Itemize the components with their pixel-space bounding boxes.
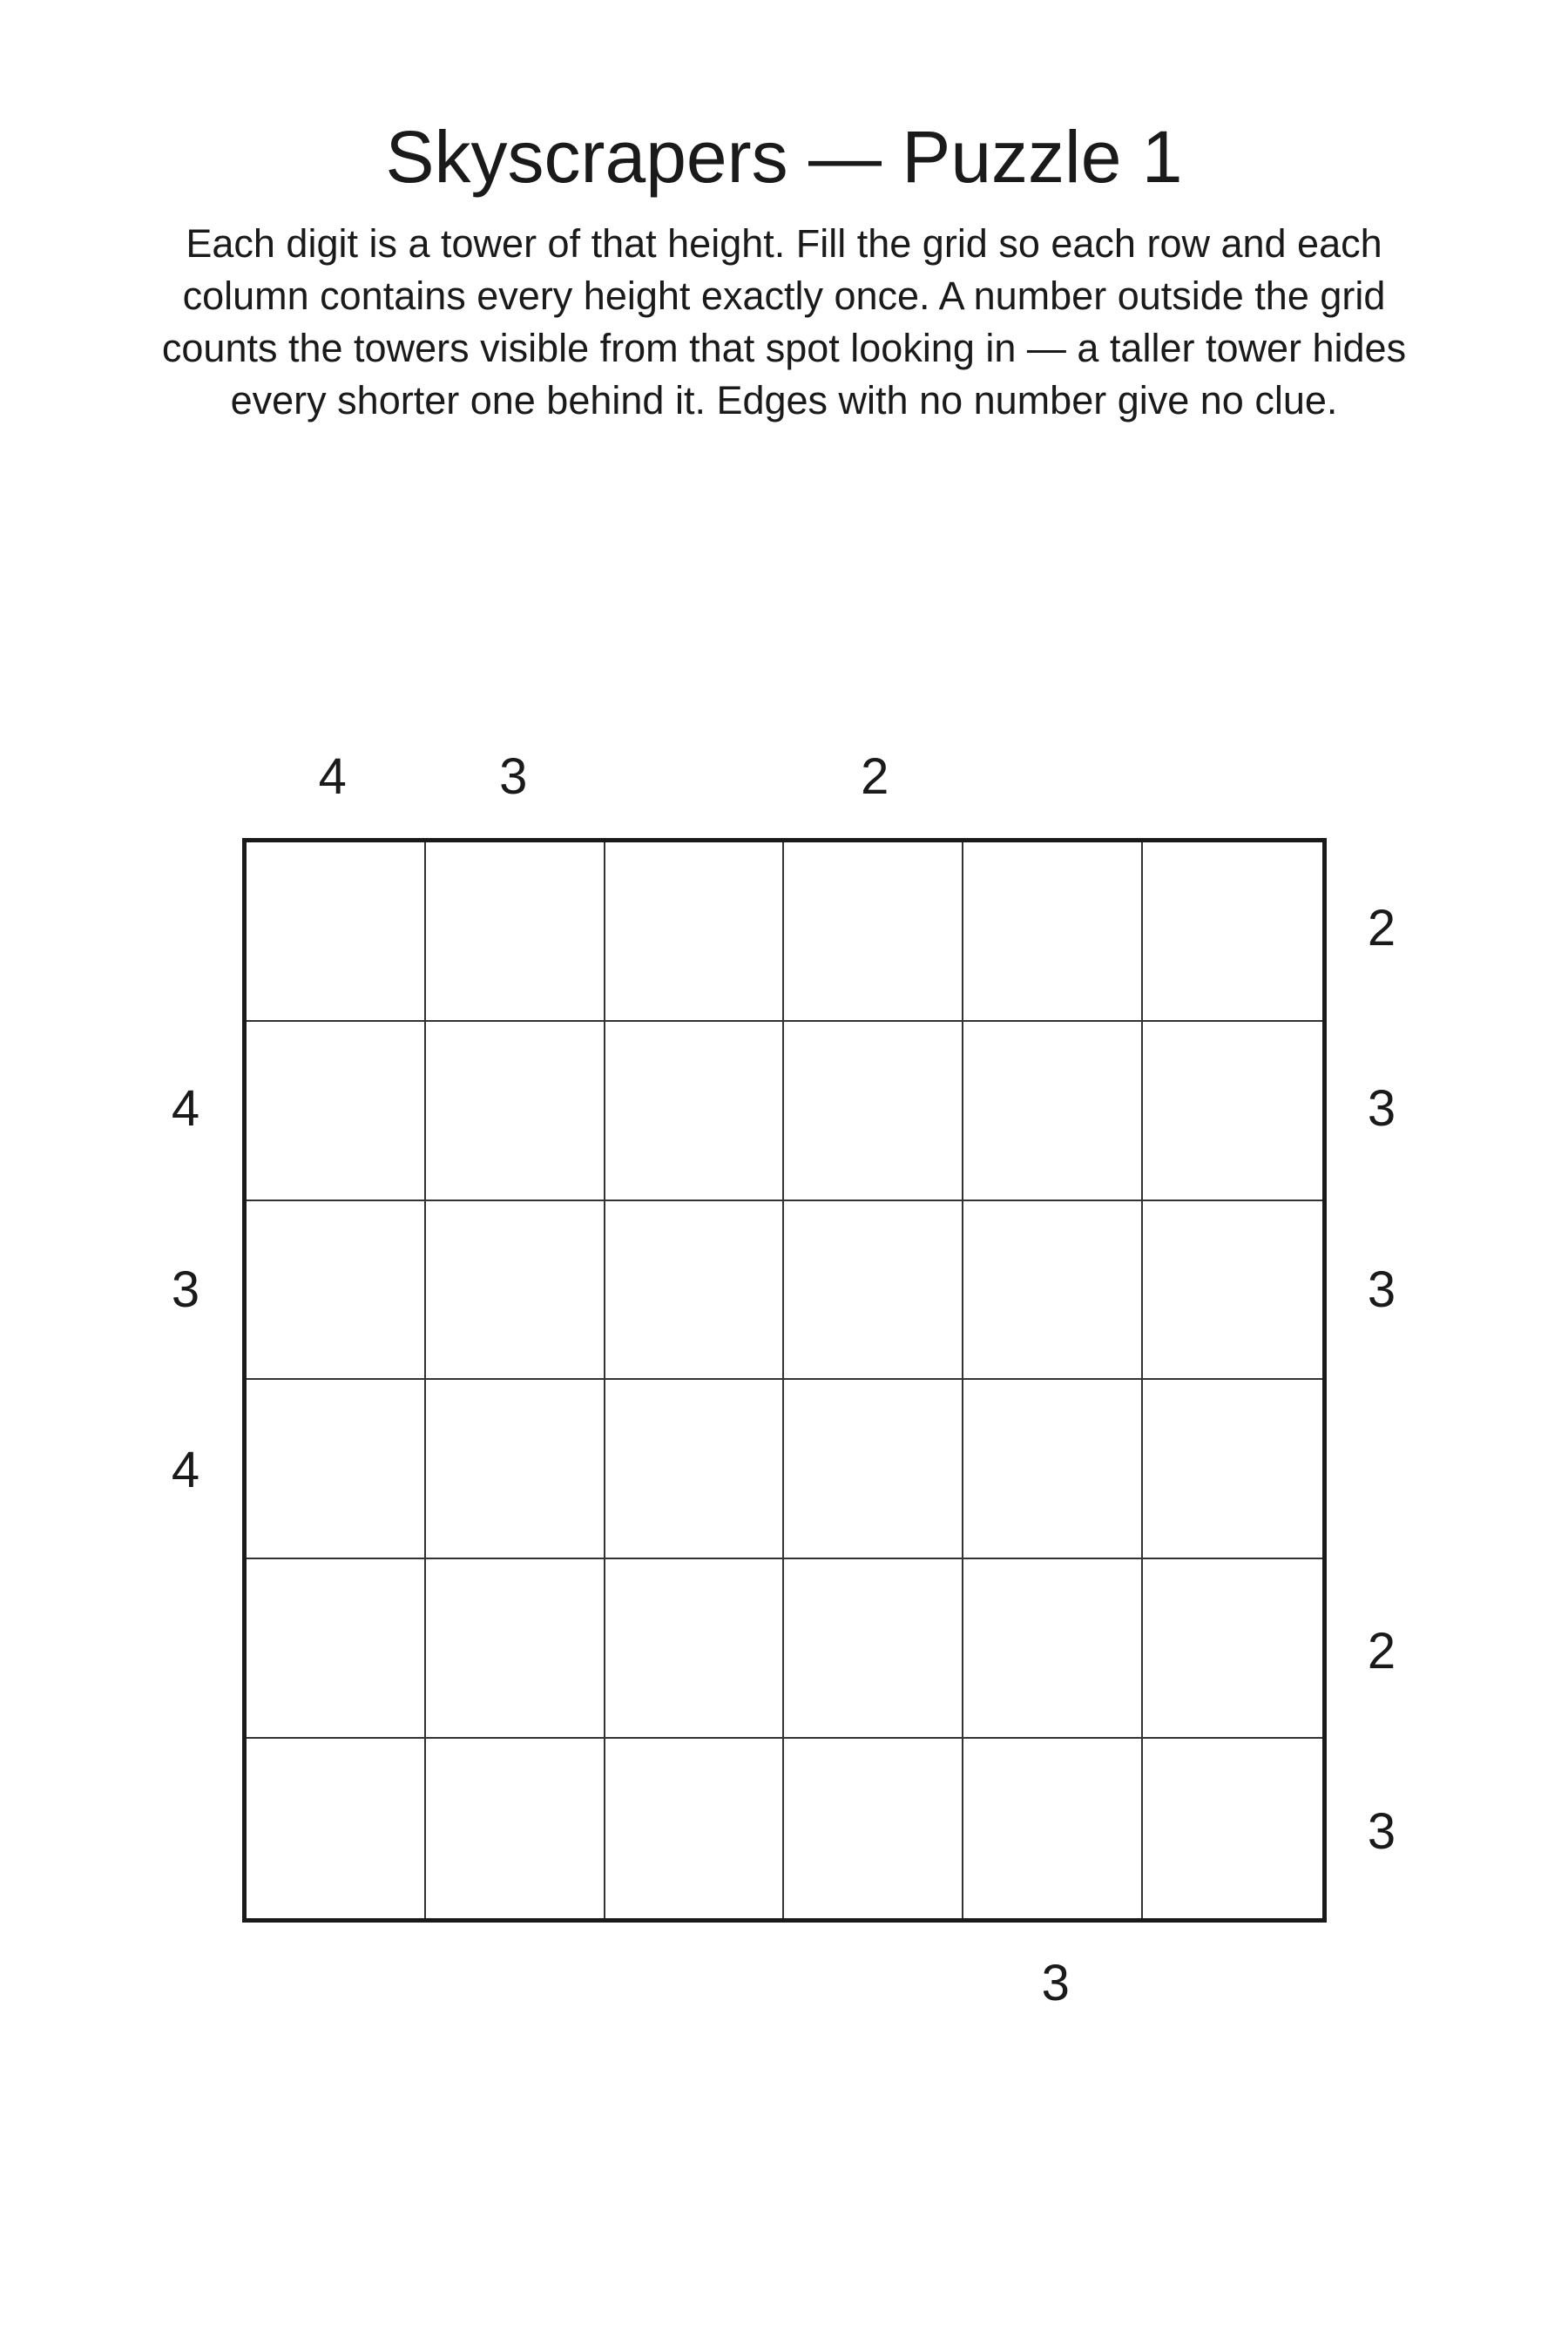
grid-cell-r3-c5[interactable] — [963, 1201, 1143, 1381]
grid-cell-r4-c1[interactable] — [247, 1380, 426, 1559]
grid-cell-r4-c6[interactable] — [1143, 1380, 1322, 1559]
clue-left-3: 3 — [171, 1260, 200, 1318]
grid-cell-r5-c5[interactable] — [963, 1559, 1143, 1739]
grid-cell-r6-c5[interactable] — [963, 1739, 1143, 1918]
grid-cell-r6-c6[interactable] — [1143, 1739, 1322, 1918]
grid-cell-r2-c5[interactable] — [963, 1022, 1143, 1201]
grid-cell-r5-c4[interactable] — [784, 1559, 963, 1739]
grid-cell-r4-c4[interactable] — [784, 1380, 963, 1559]
grid-cell-r3-c1[interactable] — [247, 1201, 426, 1381]
grid-cell-r6-c3[interactable] — [605, 1739, 785, 1918]
grid-cell-r6-c2[interactable] — [426, 1739, 605, 1918]
grid-cell-r3-c2[interactable] — [426, 1201, 605, 1381]
clue-bottom-5: 3 — [1041, 1955, 1070, 2011]
grid-cell-r1-c1[interactable] — [247, 842, 426, 1022]
clue-left-2: 4 — [171, 1080, 200, 1138]
grid-cell-r2-c4[interactable] — [784, 1022, 963, 1201]
clue-right-6: 3 — [1367, 1803, 1396, 1861]
grid-cell-r5-c2[interactable] — [426, 1559, 605, 1739]
grid-cell-r6-c1[interactable] — [247, 1739, 426, 1918]
clue-right-1: 2 — [1367, 899, 1396, 956]
grid-cell-r1-c3[interactable] — [605, 842, 785, 1022]
clue-left-4: 4 — [171, 1442, 200, 1499]
grid-cell-r3-c3[interactable] — [605, 1201, 785, 1381]
grid-cell-r5-c6[interactable] — [1143, 1559, 1322, 1739]
puzzle-title: Skyscrapers — Puzzle 1 — [385, 116, 1183, 198]
puzzle-grid — [242, 838, 1327, 1923]
grid-cell-r5-c1[interactable] — [247, 1559, 426, 1739]
grid-cell-r5-c3[interactable] — [605, 1559, 785, 1739]
grid-cell-r2-c1[interactable] — [247, 1022, 426, 1201]
grid-cell-r1-c2[interactable] — [426, 842, 605, 1022]
puzzle-board — [171, 748, 1396, 2011]
grid-cell-r2-c3[interactable] — [605, 1022, 785, 1201]
grid-cell-r3-c6[interactable] — [1143, 1201, 1322, 1381]
puzzle-instructions: Each digit is a tower of that height. Fill the grid so each row and each column contains every height exactly once. A number outside the grid counts the towers visible from that spot looking in — a taller tower hides every shorter one behind it. Edges with no number give no clue. — [161, 221, 1407, 422]
clue-right-3: 3 — [1367, 1260, 1396, 1318]
grid-cell-r1-c5[interactable] — [963, 842, 1143, 1022]
grid-cell-r2-c6[interactable] — [1143, 1022, 1322, 1201]
grid-cell-r2-c2[interactable] — [426, 1022, 605, 1201]
grid-cell-r3-c4[interactable] — [784, 1201, 963, 1381]
grid-cell-r4-c5[interactable] — [963, 1380, 1143, 1559]
grid-cell-r6-c4[interactable] — [784, 1739, 963, 1918]
clue-top-2: 3 — [499, 748, 528, 805]
clue-right-5: 2 — [1367, 1622, 1396, 1680]
grid-cell-r4-c2[interactable] — [426, 1380, 605, 1559]
clue-top-1: 4 — [318, 748, 347, 805]
clue-right-2: 3 — [1367, 1080, 1396, 1138]
grid-cell-r4-c3[interactable] — [605, 1380, 785, 1559]
grid-cell-r1-c4[interactable] — [784, 842, 963, 1022]
grid-cell-r1-c6[interactable] — [1143, 842, 1322, 1022]
clue-top-4: 2 — [861, 748, 889, 805]
